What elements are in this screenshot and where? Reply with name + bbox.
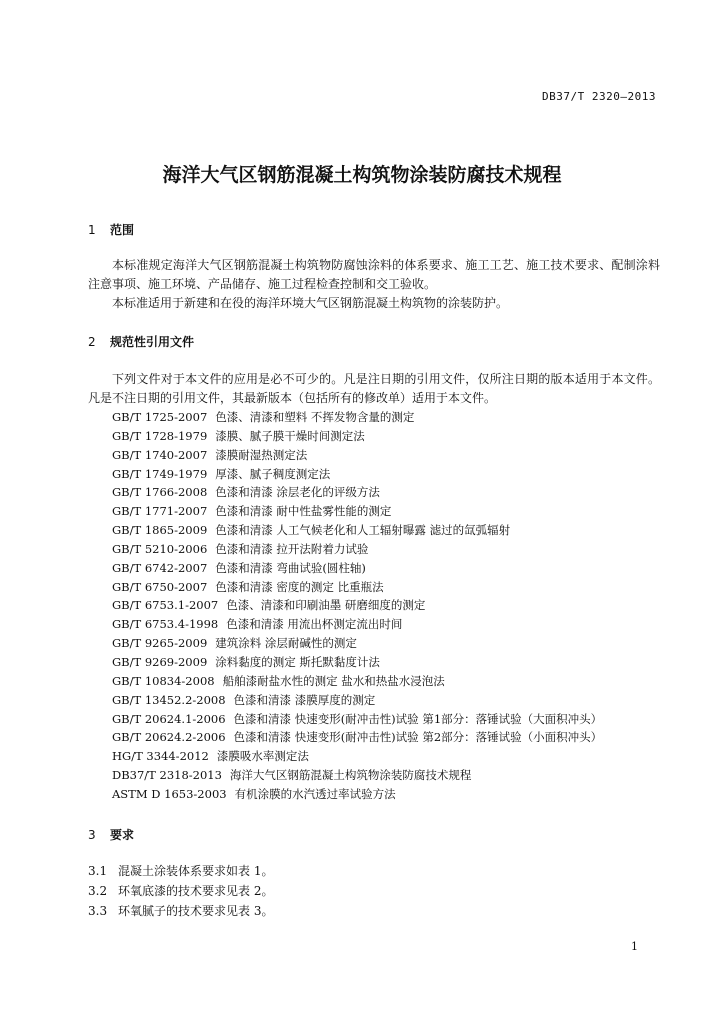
standard-code: DB37/T 2320—2013 [542, 90, 656, 103]
reference-code: DB37/T 2318-2013 [112, 768, 222, 783]
reference-code: GB/T 20624.2-2006 [112, 730, 226, 745]
reference-item [112, 465, 602, 484]
reference-code: GB/T 13452.2-2008 [112, 692, 226, 707]
clause-text: 环氧腻子的技术要求见表 3。 [118, 904, 274, 918]
reference-name: 厚漆、腻子稠度测定法 [215, 466, 331, 481]
reference-item [112, 615, 602, 634]
clause-number: 3.3 [88, 904, 108, 918]
section-3-number: 3 [88, 828, 96, 842]
reference-item [112, 427, 602, 446]
reference-item [112, 710, 602, 729]
reference-name: 色漆和清漆 拉开法附着力试验 [215, 541, 369, 556]
reference-code: GB/T 10834-2008 [112, 673, 215, 688]
reference-item [112, 578, 602, 597]
reference-name: 色漆和清漆 耐中性盐雾性能的测定 [215, 504, 392, 519]
clause-3-2 [88, 882, 273, 899]
reference-name: 涂料黏度的测定 斯托默黏度计法 [215, 654, 380, 669]
reference-code: GB/T 6753.4-1998 [112, 617, 219, 632]
section-1-heading [88, 221, 134, 238]
reference-code: GB/T 1749-1979 [112, 466, 208, 481]
page-number: 1 [631, 940, 638, 953]
reference-code: GB/T 6750-2007 [112, 579, 208, 594]
reference-code: HG/T 3344-2012 [112, 749, 209, 764]
clause-3-1 [88, 862, 273, 879]
reference-name: 漆膜耐湿热测定法 [215, 447, 308, 462]
reference-name: 色漆和清漆 弯曲试验(圆柱轴) [215, 560, 366, 575]
reference-name: 漆膜、腻子膜干燥时间测定法 [215, 428, 365, 443]
reference-name: 色漆和清漆 人工气候老化和人工辐射曝露 滤过的氙弧辐射 [215, 523, 511, 538]
reference-item [112, 691, 602, 710]
reference-code: GB/T 1740-2007 [112, 447, 208, 462]
clause-number: 3.2 [88, 884, 108, 898]
reference-item [112, 747, 602, 766]
section-3-heading [88, 826, 134, 843]
reference-code: GB/T 1725-2007 [112, 410, 208, 424]
reference-code: GB/T 1728-1979 [112, 428, 208, 443]
reference-code: GB/T 5210-2006 [112, 541, 208, 556]
section-1-paragraph-2: 本标准适用于新建和在役的海洋环境大气区钢筋混凝土构筑物的涂装防护。 [112, 296, 509, 310]
reference-code: GB/T 6742-2007 [112, 560, 208, 575]
reference-name: 漆膜吸水率测定法 [216, 749, 309, 764]
document-title: 海洋大气区钢筋混凝土构筑物涂装防腐技术规程 [162, 164, 562, 186]
reference-item [112, 559, 602, 578]
reference-name: 色漆和清漆 涂层老化的评级方法 [215, 485, 380, 500]
reference-item [112, 653, 602, 672]
reference-code: GB/T 20624.1-2006 [112, 711, 226, 726]
section-2-heading [88, 333, 194, 350]
reference-item [112, 672, 602, 691]
section-1-paragraph-1: 本标准规定海洋大气区钢筋混凝土构筑物防腐蚀涂料的体系要求、施工工艺、施工技术要求、配制涂料注意事项、施工环境、产品储存、施工过程检查控制和交工验收。 [88, 258, 660, 291]
reference-name: 船舶漆耐盐水性的测定 盐水和热盐水浸泡法 [222, 673, 445, 688]
reference-item [112, 521, 602, 540]
clause-3-3 [88, 902, 273, 919]
reference-code: GB/T 6753.1-2007 [112, 598, 219, 613]
section-2-number: 2 [88, 335, 96, 349]
reference-name: 色漆、清漆和塑料 不挥发物含量的测定 [215, 410, 415, 424]
reference-item [112, 408, 602, 427]
clause-text: 环氧底漆的技术要求见表 2。 [118, 884, 274, 898]
reference-code: GB/T 9265-2009 [112, 636, 208, 651]
reference-item [112, 540, 602, 559]
reference-name: 色漆和清漆 用流出杯测定流出时间 [226, 617, 403, 632]
reference-name: 色漆和清漆 漆膜厚度的测定 [233, 692, 376, 707]
reference-item [112, 634, 602, 653]
reference-name: 建筑涂料 涂层耐碱性的测定 [215, 636, 357, 651]
reference-item [112, 446, 602, 465]
reference-name: 有机涂膜的水汽透过率试验方法 [234, 786, 396, 801]
reference-item [112, 766, 602, 785]
reference-item [112, 728, 602, 747]
section-2-title: 规范性引用文件 [110, 335, 195, 349]
reference-item [112, 483, 602, 502]
reference-item [112, 785, 602, 804]
normative-reference-list [112, 408, 602, 804]
reference-name: 色漆和清漆 快速变形(耐冲击性)试验 第2部分：落锤试验（小面积冲头） [233, 730, 603, 745]
clause-text: 混凝土涂装体系要求如表 1。 [118, 864, 274, 878]
section-1-title: 范围 [110, 223, 135, 237]
reference-name: 色漆和清漆 密度的测定 比重瓶法 [215, 579, 384, 594]
reference-item [112, 596, 602, 615]
reference-name: 海洋大气区钢筋混凝土构筑物涂装防腐技术规程 [229, 768, 472, 783]
section-3-title: 要求 [110, 828, 135, 842]
reference-code: GB/T 1865-2009 [112, 523, 208, 538]
section-1-number: 1 [88, 223, 96, 237]
reference-code: ASTM D 1653-2003 [112, 786, 227, 801]
reference-code: GB/T 9269-2009 [112, 654, 208, 669]
reference-name: 色漆和清漆 快速变形(耐冲击性)试验 第1部分：落锤试验（大面积冲头） [233, 711, 603, 726]
reference-code: GB/T 1766-2008 [112, 485, 208, 500]
clause-number: 3.1 [88, 864, 108, 878]
reference-code: GB/T 1771-2007 [112, 504, 208, 519]
reference-name: 色漆、清漆和印刷油墨 研磨细度的测定 [226, 598, 426, 613]
section-2-intro: 下列文件对于本文件的应用是必不可少的。凡是注日期的引用文件，仅所注日期的版本适用于本文件。凡是不注日期的引用文件，其最新版本（包括所有的修改单）适用于本文件。 [88, 372, 660, 405]
reference-item [112, 502, 602, 521]
